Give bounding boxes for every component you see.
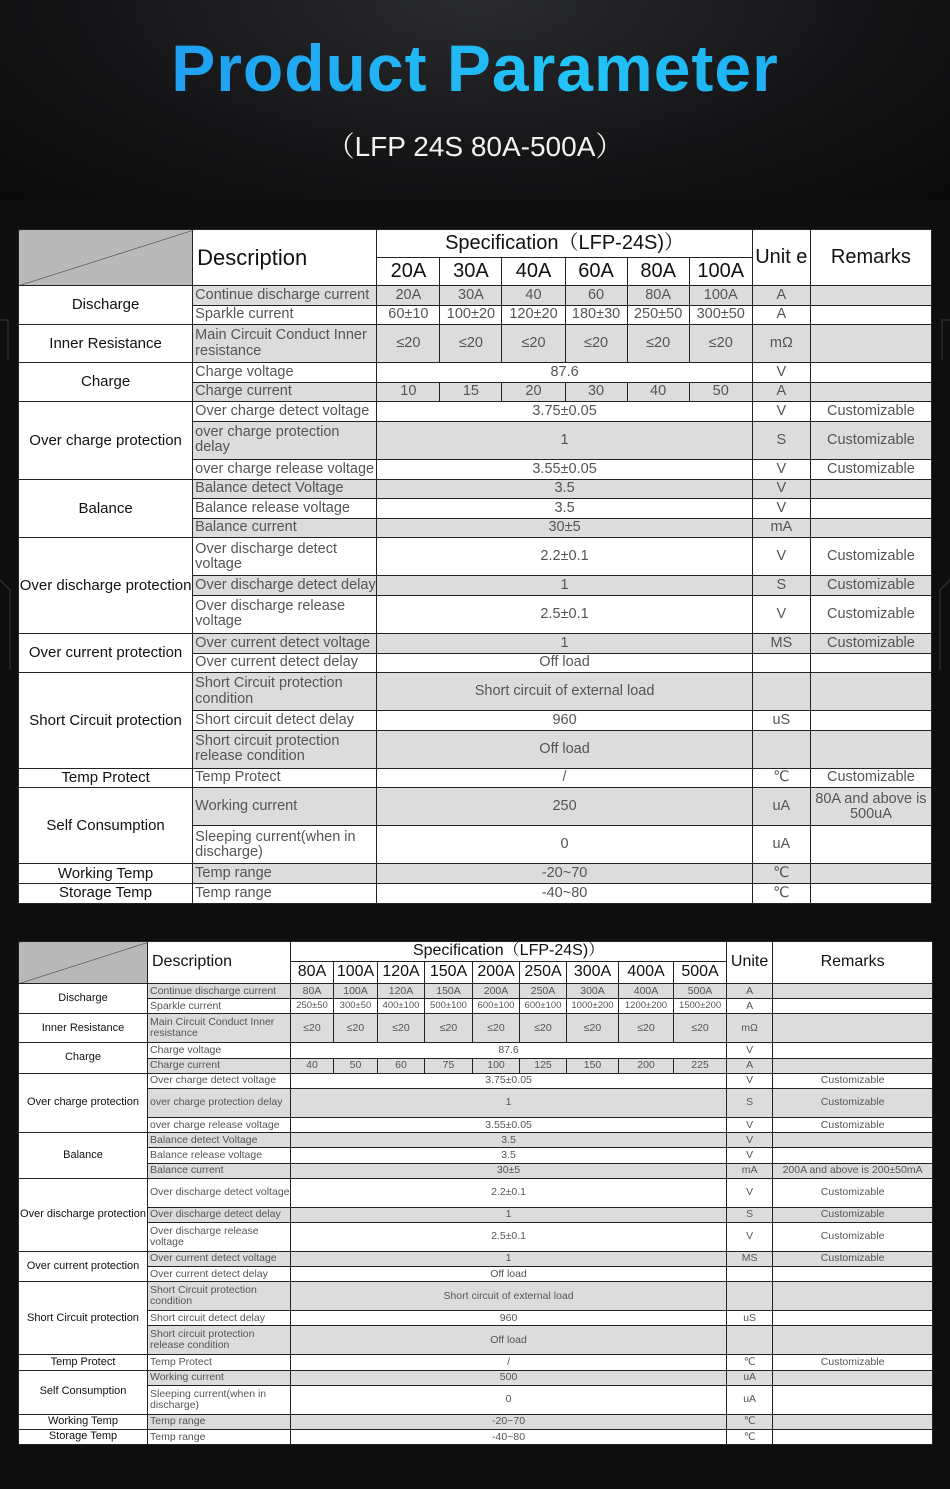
value-cell: 0: [291, 1385, 727, 1414]
header-remarks: Remarks: [773, 942, 933, 984]
row-category: Self Consumption: [19, 788, 193, 864]
row-category: Temp Protect: [19, 1355, 148, 1370]
row-description: over charge release voltage: [193, 459, 377, 479]
remarks-cell: [810, 325, 931, 363]
remarks-cell: Customizable: [810, 402, 931, 422]
value-cell: 60: [378, 1058, 425, 1073]
value-cell: ≤20: [627, 325, 689, 363]
row-description: Balance release voltage: [193, 499, 377, 519]
value-cell: ≤20: [565, 325, 627, 363]
unit-cell: [727, 1267, 773, 1282]
value-cell: 120A: [378, 984, 425, 999]
row-description: Main Circuit Conduct Inner resistance: [193, 325, 377, 363]
remarks-cell: [773, 1267, 933, 1282]
value-cell: 3.55±0.05: [291, 1117, 727, 1132]
value-cell: Short circuit of external load: [291, 1282, 727, 1311]
unit-cell: [752, 653, 810, 673]
value-cell: -40~80: [377, 883, 752, 903]
row-category: Charge: [19, 363, 193, 402]
remarks-cell: [773, 999, 933, 1014]
unit-cell: uA: [727, 1385, 773, 1414]
value-cell: -20~70: [377, 864, 752, 884]
remarks-cell: [773, 1414, 933, 1429]
remarks-cell: [810, 305, 931, 325]
header-diagonal-cell: [19, 942, 148, 984]
row-description: Over discharge release voltage: [148, 1222, 291, 1251]
value-cell: 200A: [473, 984, 520, 999]
remarks-cell: Customizable: [773, 1207, 933, 1222]
row-category: Over charge protection: [19, 402, 193, 479]
row-description: Short circuit protection release condition: [193, 730, 377, 768]
value-cell: ≤20: [334, 1014, 378, 1043]
value-cell: 960: [377, 711, 752, 731]
spec-table-80a-500a: [18, 941, 933, 1445]
value-cell: ≤20: [689, 325, 752, 363]
unit-cell: V: [752, 363, 810, 383]
row-description: over charge protection delay: [193, 421, 377, 459]
unit-cell: V: [727, 1222, 773, 1251]
remarks-cell: Customizable: [773, 1073, 933, 1088]
row-description: Temp range: [193, 883, 377, 903]
value-cell: ≤20: [520, 1014, 567, 1043]
row-description: over charge protection delay: [148, 1088, 291, 1117]
unit-cell: S: [752, 576, 810, 596]
value-cell: 150A: [425, 984, 473, 999]
value-cell: 250A: [520, 984, 567, 999]
row-category: Discharge: [19, 984, 148, 1014]
row-category: Storage Temp: [19, 1430, 148, 1445]
value-cell: /: [291, 1355, 727, 1370]
remarks-cell: [773, 1385, 933, 1414]
remarks-cell: [810, 730, 931, 768]
unit-cell: MS: [752, 633, 810, 653]
column-header: 200A: [473, 962, 520, 984]
row-description: Charge current: [193, 382, 377, 402]
value-cell: 100A: [334, 984, 378, 999]
row-description: Over discharge detect delay: [148, 1207, 291, 1222]
value-cell: 500A: [674, 984, 727, 999]
remarks-cell: [810, 673, 931, 711]
value-cell: 960: [291, 1311, 727, 1326]
unit-cell: mA: [727, 1163, 773, 1178]
unit-cell: V: [727, 1073, 773, 1088]
value-cell: 30±5: [291, 1163, 727, 1178]
value-cell: -40~80: [291, 1430, 727, 1445]
row-category: Short Circuit protection: [19, 673, 193, 769]
page-subtitle: （LFP 24S 80A-500A）: [326, 131, 624, 162]
row-description: Over discharge release voltage: [193, 595, 377, 633]
remarks-cell: Customizable: [810, 633, 931, 653]
unit-cell: A: [727, 1058, 773, 1073]
value-cell: 1: [291, 1251, 727, 1266]
unit-cell: ℃: [727, 1414, 773, 1429]
value-cell: ≤20: [473, 1014, 520, 1043]
column-header: 100A: [689, 258, 752, 286]
unit-cell: [727, 1282, 773, 1311]
row-description: Balance detect Voltage: [193, 479, 377, 499]
row-description: Temp range: [148, 1430, 291, 1445]
remarks-cell: [773, 1311, 933, 1326]
value-cell: 20A: [377, 286, 440, 306]
value-cell: ≤20: [619, 1014, 674, 1043]
row-description: Short Circuit protection condition: [193, 673, 377, 711]
row-description: Over current detect voltage: [148, 1251, 291, 1266]
remarks-cell: 80A and above is 500uA: [810, 788, 931, 826]
row-description: Charge voltage: [193, 363, 377, 383]
row-category: Balance: [19, 479, 193, 538]
value-cell: 50: [334, 1058, 378, 1073]
remarks-cell: Customizable: [810, 459, 931, 479]
row-category: Storage Temp: [19, 883, 193, 903]
remarks-cell: [773, 984, 933, 999]
row-description: Charge voltage: [148, 1043, 291, 1058]
remarks-cell: Customizable: [773, 1251, 933, 1266]
remarks-cell: [810, 653, 931, 673]
header-description: Description: [193, 230, 377, 286]
row-description: Sleeping current(when in discharge): [148, 1385, 291, 1414]
row-category: Inner Resistance: [19, 1014, 148, 1043]
value-cell: 80A: [627, 286, 689, 306]
value-cell: 3.5: [291, 1133, 727, 1148]
unit-cell: V: [752, 459, 810, 479]
row-description: Balance current: [193, 518, 377, 538]
unit-cell: V: [727, 1117, 773, 1132]
value-cell: 10: [377, 382, 440, 402]
column-header: 120A: [378, 962, 425, 984]
remarks-cell: [810, 864, 931, 884]
value-cell: 1000±200: [567, 999, 619, 1014]
value-cell: 3.75±0.05: [377, 402, 752, 422]
value-cell: ≤20: [440, 325, 502, 363]
value-cell: -20~70: [291, 1414, 727, 1429]
remarks-cell: Customizable: [773, 1222, 933, 1251]
remarks-cell: [810, 826, 931, 864]
remarks-cell: [810, 883, 931, 903]
value-cell: 2.5±0.1: [377, 595, 752, 633]
row-description: Balance detect Voltage: [148, 1133, 291, 1148]
remarks-cell: Customizable: [810, 576, 931, 596]
remarks-cell: [810, 518, 931, 538]
row-description: Over charge detect voltage: [148, 1073, 291, 1088]
row-category: Over charge protection: [19, 1073, 148, 1132]
row-description: Over discharge detect delay: [193, 576, 377, 596]
row-category: Working Temp: [19, 1414, 148, 1429]
unit-cell: [727, 1326, 773, 1355]
unit-cell: V: [752, 538, 810, 576]
row-description: Sleeping current(when in discharge): [193, 826, 377, 864]
value-cell: Short circuit of external load: [377, 673, 752, 711]
value-cell: 2.2±0.1: [291, 1178, 727, 1207]
remarks-cell: [773, 1148, 933, 1163]
value-cell: 20: [502, 382, 565, 402]
row-description: Working current: [193, 788, 377, 826]
row-description: Over discharge detect voltage: [193, 538, 377, 576]
row-category: Working Temp: [19, 864, 193, 884]
remarks-cell: [773, 1043, 933, 1058]
row-description: Over discharge detect voltage: [148, 1178, 291, 1207]
value-cell: Off load: [291, 1326, 727, 1355]
value-cell: 80A: [291, 984, 334, 999]
value-cell: 2.5±0.1: [291, 1222, 727, 1251]
unit-cell: V: [727, 1148, 773, 1163]
value-cell: 3.5: [377, 499, 752, 519]
row-description: Continue discharge current: [148, 984, 291, 999]
row-description: Sparkle current: [193, 305, 377, 325]
value-cell: 400±100: [378, 999, 425, 1014]
value-cell: 50: [689, 382, 752, 402]
unit-cell: S: [752, 421, 810, 459]
row-description: Charge current: [148, 1058, 291, 1073]
unit-cell: uA: [727, 1370, 773, 1385]
value-cell: 30±5: [377, 518, 752, 538]
header-specification: Specification（LFP-24S)）: [377, 230, 752, 258]
remarks-cell: [773, 1430, 933, 1445]
unit-cell: A: [752, 382, 810, 402]
row-description: Temp range: [193, 864, 377, 884]
column-header: 100A: [334, 962, 378, 984]
remarks-cell: Customizable: [773, 1088, 933, 1117]
value-cell: 250: [377, 788, 752, 826]
value-cell: 300A: [567, 984, 619, 999]
row-description: Working current: [148, 1370, 291, 1385]
column-header: 20A: [377, 258, 440, 286]
remarks-cell: [810, 363, 931, 383]
value-cell: 1: [377, 576, 752, 596]
value-cell: 2.2±0.1: [377, 538, 752, 576]
header-unit: Unite: [727, 942, 773, 984]
row-description: over charge release voltage: [148, 1117, 291, 1132]
unit-cell: V: [752, 499, 810, 519]
row-description: Temp Protect: [148, 1355, 291, 1370]
value-cell: ≤20: [377, 325, 440, 363]
value-cell: 225: [674, 1058, 727, 1073]
remarks-cell: Customizable: [810, 538, 931, 576]
remarks-cell: 200A and above is 200±50mA: [773, 1163, 933, 1178]
remarks-cell: Customizable: [810, 768, 931, 788]
remarks-cell: [773, 1058, 933, 1073]
remarks-cell: Customizable: [773, 1355, 933, 1370]
row-description: Over current detect delay: [193, 653, 377, 673]
row-description: Balance current: [148, 1163, 291, 1178]
remarks-cell: Customizable: [773, 1117, 933, 1132]
column-header: 150A: [425, 962, 473, 984]
value-cell: 75: [425, 1058, 473, 1073]
column-header: 80A: [291, 962, 334, 984]
remarks-cell: [810, 286, 931, 306]
value-cell: 3.5: [377, 479, 752, 499]
row-category: Over discharge protection: [19, 1178, 148, 1251]
column-header: 40A: [502, 258, 565, 286]
value-cell: Off load: [377, 653, 752, 673]
value-cell: 500: [291, 1370, 727, 1385]
unit-cell: S: [727, 1088, 773, 1117]
value-cell: 400A: [619, 984, 674, 999]
unit-cell: mΩ: [752, 325, 810, 363]
value-cell: 30: [565, 382, 627, 402]
row-description: Continue discharge current: [193, 286, 377, 306]
row-description: Sparkle current: [148, 999, 291, 1014]
value-cell: 500±100: [425, 999, 473, 1014]
unit-cell: [752, 673, 810, 711]
unit-cell: V: [727, 1043, 773, 1058]
value-cell: ≤20: [291, 1014, 334, 1043]
remarks-cell: [773, 1370, 933, 1385]
remarks-cell: [773, 1133, 933, 1148]
column-header: 300A: [567, 962, 619, 984]
value-cell: 87.6: [377, 363, 752, 383]
header-diagonal-cell: [19, 230, 193, 286]
value-cell: ≤20: [502, 325, 565, 363]
row-description: Main Circuit Conduct Inner resistance: [148, 1014, 291, 1043]
value-cell: ≤20: [567, 1014, 619, 1043]
value-cell: 600±100: [473, 999, 520, 1014]
value-cell: 40: [502, 286, 565, 306]
row-category: Balance: [19, 1133, 148, 1179]
value-cell: Off load: [377, 730, 752, 768]
unit-cell: uS: [727, 1311, 773, 1326]
row-description: Balance release voltage: [148, 1148, 291, 1163]
column-header: 500A: [674, 962, 727, 984]
unit-cell: [752, 730, 810, 768]
unit-cell: A: [752, 286, 810, 306]
unit-cell: V: [752, 402, 810, 422]
value-cell: 125: [520, 1058, 567, 1073]
value-cell: 3.75±0.05: [291, 1073, 727, 1088]
header-unit: Unit e: [752, 230, 810, 286]
value-cell: 180±30: [565, 305, 627, 325]
row-category: Inner Resistance: [19, 325, 193, 363]
value-cell: 1: [377, 633, 752, 653]
value-cell: 1: [291, 1207, 727, 1222]
unit-cell: ℃: [727, 1430, 773, 1445]
value-cell: 250±50: [627, 305, 689, 325]
value-cell: 250±50: [291, 999, 334, 1014]
row-category: Over discharge protection: [19, 538, 193, 634]
page-title: Product Parameter: [0, 30, 950, 106]
row-description: Temp Protect: [193, 768, 377, 788]
unit-cell: V: [752, 479, 810, 499]
value-cell: 40: [291, 1058, 334, 1073]
unit-cell: uS: [752, 711, 810, 731]
remarks-cell: [810, 382, 931, 402]
row-category: Temp Protect: [19, 768, 193, 788]
value-cell: ≤20: [378, 1014, 425, 1043]
spec-table-20a-100a: [18, 229, 932, 904]
row-description: Over charge detect voltage: [193, 402, 377, 422]
column-header: 250A: [520, 962, 567, 984]
unit-cell: mA: [752, 518, 810, 538]
value-cell: ≤20: [674, 1014, 727, 1043]
value-cell: /: [377, 768, 752, 788]
value-cell: 200: [619, 1058, 674, 1073]
row-description: Temp range: [148, 1414, 291, 1429]
unit-cell: A: [752, 305, 810, 325]
value-cell: Off load: [291, 1267, 727, 1282]
value-cell: 3.55±0.05: [377, 459, 752, 479]
value-cell: 300±50: [334, 999, 378, 1014]
column-header: 400A: [619, 962, 674, 984]
row-category: Short Circuit protection: [19, 1282, 148, 1355]
value-cell: 1: [291, 1088, 727, 1117]
unit-cell: V: [752, 595, 810, 633]
row-description: Short circuit detect delay: [193, 711, 377, 731]
value-cell: 150: [567, 1058, 619, 1073]
unit-cell: ℃: [752, 768, 810, 788]
unit-cell: A: [727, 999, 773, 1014]
remarks-cell: [810, 479, 931, 499]
unit-cell: MS: [727, 1251, 773, 1266]
unit-cell: uA: [752, 788, 810, 826]
remarks-cell: Customizable: [773, 1178, 933, 1207]
remarks-cell: [773, 1282, 933, 1311]
value-cell: 0: [377, 826, 752, 864]
value-cell: 15: [440, 382, 502, 402]
value-cell: 30A: [440, 286, 502, 306]
value-cell: 60: [565, 286, 627, 306]
value-cell: 3.5: [291, 1148, 727, 1163]
row-category: Over current protection: [19, 633, 193, 672]
column-header: 60A: [565, 258, 627, 286]
row-description: Over current detect voltage: [193, 633, 377, 653]
row-category: Self Consumption: [19, 1370, 148, 1414]
unit-cell: A: [727, 984, 773, 999]
value-cell: 600±100: [520, 999, 567, 1014]
remarks-cell: [810, 499, 931, 519]
header-remarks: Remarks: [810, 230, 931, 286]
unit-cell: V: [727, 1133, 773, 1148]
remarks-cell: [810, 711, 931, 731]
header-banner: [0, 0, 950, 200]
value-cell: 300±50: [689, 305, 752, 325]
remarks-cell: Customizable: [810, 421, 931, 459]
unit-cell: uA: [752, 826, 810, 864]
value-cell: 100: [473, 1058, 520, 1073]
header-description: Description: [148, 942, 291, 984]
header-specification: Specification（LFP-24S)）: [291, 942, 727, 962]
value-cell: 1500±200: [674, 999, 727, 1014]
value-cell: 100A: [689, 286, 752, 306]
value-cell: 87.6: [291, 1043, 727, 1058]
value-cell: ≤20: [425, 1014, 473, 1043]
unit-cell: ℃: [752, 864, 810, 884]
column-header: 80A: [627, 258, 689, 286]
value-cell: 60±10: [377, 305, 440, 325]
unit-cell: S: [727, 1207, 773, 1222]
row-description: Short circuit detect delay: [148, 1311, 291, 1326]
value-cell: 1: [377, 421, 752, 459]
value-cell: 1200±200: [619, 999, 674, 1014]
unit-cell: V: [727, 1178, 773, 1207]
column-header: 30A: [440, 258, 502, 286]
value-cell: 120±20: [502, 305, 565, 325]
value-cell: 100±20: [440, 305, 502, 325]
value-cell: 40: [627, 382, 689, 402]
row-category: Charge: [19, 1043, 148, 1073]
row-category: Discharge: [19, 286, 193, 325]
row-description: Short Circuit protection condition: [148, 1282, 291, 1311]
remarks-cell: [773, 1014, 933, 1043]
remarks-cell: [773, 1326, 933, 1355]
unit-cell: mΩ: [727, 1014, 773, 1043]
unit-cell: ℃: [752, 883, 810, 903]
row-category: Over current protection: [19, 1251, 148, 1281]
unit-cell: ℃: [727, 1355, 773, 1370]
row-description: Short circuit protection release condition: [148, 1326, 291, 1355]
row-description: Over current detect delay: [148, 1267, 291, 1282]
remarks-cell: Customizable: [810, 595, 931, 633]
